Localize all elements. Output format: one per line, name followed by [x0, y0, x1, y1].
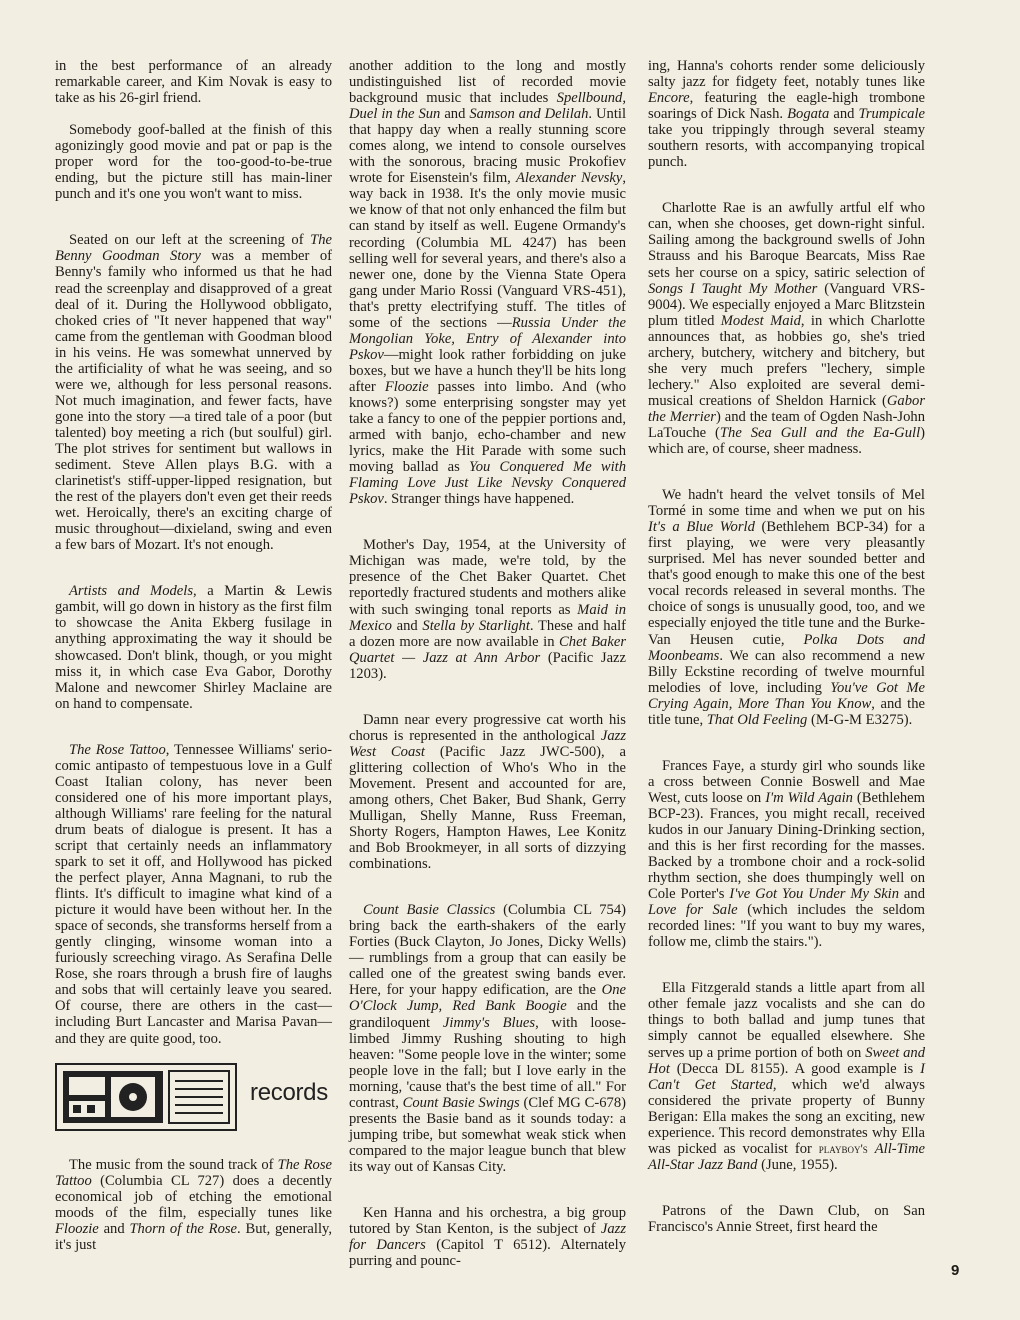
paragraph	[55, 1157, 332, 1253]
paragraph	[55, 232, 332, 553]
song-title: Floozie	[384, 378, 429, 395]
magazine-name: playboy's	[818, 1140, 868, 1156]
text: in the best performance of an already remarkable career, and Kim Novak is easy to take as his 26-girl friend.	[55, 58, 332, 107]
song-title: Gabor the Merrier	[648, 392, 925, 425]
text: take you trippingly through several steamy southern resorts, with accompanying tropical punch.	[648, 122, 925, 171]
text: (which includes the seldom recorded lines: "If you want to buy my wares, follow me, climb the stairs.").	[648, 902, 925, 951]
text: and	[440, 106, 470, 123]
song-title: Encore	[648, 90, 690, 107]
text: (Bethlehem BCP-34) for a first playing, we were very pleasantly surprised. Mel has never sounded better and that's good enough to make this one of the best vocal records released in several months. The choice of songs is unusually good, too, and we especially enjoyed the title tune and the Burke-Van Heusen cutie,	[648, 519, 925, 648]
album-title: Count Basie Classics	[363, 902, 496, 919]
text: Damn near every progressive cat worth his chorus is represented in the anthological	[349, 711, 626, 744]
section-header	[55, 1063, 332, 1133]
song-title: Maid in Mexico	[349, 601, 626, 634]
text: (Vanguard VRS-9004). We especially enjoyed a Marc Blitzstein plum titled	[648, 280, 925, 329]
paragraph	[349, 1205, 626, 1269]
album-title: Sweet and Hot	[648, 1044, 925, 1077]
text: Patrons of the Dawn Club, on San Francisco's Annie Street, first heard the	[648, 1202, 925, 1235]
paragraph	[349, 537, 626, 681]
column-1	[55, 58, 332, 1269]
album-title: Jazz West Coast	[349, 727, 626, 760]
text: , way back in 1938. It's the only movie music we know of that not only enhanced the film but can stand by itself as well. Eugene Ormandy's recording (Columbia ML 4247) has been selling well for several years, and there's also a newer one, done by the Vienna State Opera gang under Mario Rossi (Vanguard VRS-451), that's pretty electrifying stuff. The titles of some of the sections —	[349, 170, 626, 331]
film-title: Alexander Nevsky	[515, 170, 623, 187]
text: ing, Hanna's cohorts render some deliciously salty jazz for fidgety feet, notably tunes like	[648, 58, 925, 91]
text: ) which are, of course, sheer madness.	[648, 424, 925, 458]
paragraph	[648, 200, 925, 457]
text: (Decca DL 8155). A good example is	[669, 1060, 921, 1077]
column-2	[349, 58, 626, 1285]
text: and	[829, 106, 859, 123]
song-title: Love for Sale	[648, 902, 738, 919]
text: . We can also recommend a new Billy Eckstine recording of twelve mournful melodies of love, including	[648, 647, 925, 696]
text: , in which Charlotte announces that, as hobbies go, she's tried archery, butchery, witchery and bitchery, but she very much prefers "lechery, simple lechery." Also exploited are several demi-musical creations of Sheldon Harnick (	[648, 312, 926, 409]
paragraph	[648, 487, 925, 728]
album-title: Chet Baker Quartet — Jazz at Ann Arbor	[349, 633, 626, 666]
paragraph	[55, 58, 332, 106]
song-title: Jimmy's Blues	[442, 1014, 536, 1031]
text: , a Martin & Lewis gambit, will go down in history as the first film to showcase the Anita Ekberg fusilage in anything approximating the way it should be showcased. Don't blink, though, or you might miss it, in which case Eva Gabor, Dorothy Malone and newcomer Shirley Maclaine are on hand to compensate.	[55, 583, 332, 712]
text: Seated on our left at the screening of	[69, 232, 311, 249]
text: and	[391, 617, 423, 634]
text: was a member of Benny's family who informed us that he had read the screenplay and disapproved of a great deal of it. During the Hollywood obbligato, choked cries of "It never happened that way" came from the gentleman with Goodman blood in his veins. He was somewhat unnerved by the artificiality of what he was seeing, and so were we, although for less personal reasons. Not much imagination, and fewer facts, have gone into the story —a tired tale of a poor (but talented) boy meeting a rich (but soulful) girl. The plot strives for sentiment but wallows in sediment. Steve Allen plays B.G. with a clarinetist's stiff-upper-lipped resignation, but the rest of the players don't even get their reeds wet. Heroically, there's an exciting charge of music throughout—dixieland, swing and even a few bars of Mozart. It's not enough.	[55, 248, 332, 554]
film-title: Spellbound, Duel in the Sun	[349, 90, 626, 123]
album-title: I'm Wild Again	[765, 789, 853, 806]
text: and the grandiloquent	[349, 998, 626, 1031]
text: Somebody goof-balled at the finish of this agonizingly good movie and pat or pap is the proper word for the too-good-to-be-true ending, but the picture still has main-liner punch and it's one you won't want to miss.	[55, 122, 332, 203]
album-title: It's a Blue World	[648, 519, 755, 536]
song-title: I Can't Get Started	[648, 1060, 925, 1093]
page-number: 9	[951, 1262, 960, 1279]
text: , with loose-limbed Jimmy Rushing shouting to high heaven: "Some people love in the winter; some people love in the fall; but I love early in the morning, 'cause that's the best time of all." For contrast,	[349, 1014, 626, 1111]
film-title: Artists and Models	[69, 583, 194, 600]
song-title: I've Got You Under My Skin	[729, 886, 900, 903]
paragraph	[648, 758, 925, 951]
text: (M-G-M E3275).	[807, 711, 913, 728]
song-title: Stella by Starlight	[422, 617, 530, 634]
section-titles: Russia Under the Mongolian Yoke, Entry of Alexander into Pskov	[349, 314, 626, 363]
song-title: Bogata	[787, 106, 830, 123]
album-title: The Rose Tattoo	[55, 1156, 332, 1189]
text: Ella Fitzgerald stands a little apart from all other female jazz vocalists and she can do things to both ballad and jump tunes that simply cannot be equalled elsewhere. She serves up a prime portion of both on	[648, 980, 925, 1061]
album-title: Count Basie Swings	[402, 1094, 520, 1111]
text: Mother's Day, 1954, at the University of Michigan was made, we're told, by the presence of the Chet Baker Quartet. Chet reportedly fractured students and mothers alike with such swinging tonal reports as	[349, 537, 626, 618]
paragraph	[648, 980, 925, 1173]
text: , featuring the eagle-high trombone soarings of Dick Nash.	[648, 90, 925, 123]
text: ) and the team of Ogden Nash-John LaTouche (	[648, 408, 926, 441]
text: We hadn't heard the velvet tonsils of Mel Tormé in some time and when we put on his	[648, 487, 925, 520]
text: Ken Hanna and his orchestra, a big group tutored by Stan Kenton, is the subject of	[349, 1205, 626, 1238]
text: another addition to the long and mostly undistinguished list of recorded movie background music that includes	[349, 58, 626, 107]
film-title: Samson and Delilah	[469, 106, 589, 123]
paragraph	[349, 712, 626, 872]
text: . But, generally, it's just	[55, 1220, 332, 1253]
song-title: Floozie	[55, 1220, 99, 1237]
text: —might look rather forbidding on juke boxes, but we have a hunch they'll be hits long after	[349, 346, 626, 395]
text: . Stranger things have happened.	[383, 491, 575, 508]
text: , Tennessee Williams' serio-comic antipasto of tempestuous love in a Gulf Coast Italian colony, has never been considered one of his more important plays, although Williams' rare feeling for the natural drum beats of dialogue is present. It has a script that certainly needs an inflammatory spark to set it off, and Hollywood has picked the perfect player, Anna Magnani, to rub the flints. It's difficult to imagine what kind of a picture it would have been without her. In the space of seconds, she transforms herself from a gently clinging, winsome woman into a furiously screeching virago. As Serafina Delle Rose, she roars through a brush fire of laughs and sobs that will certainly leave you seared. Of course, there are others in the cast—including Burt Lancaster and Marisa Pavan—and they are quite good, too.	[55, 741, 332, 1047]
text: , which we'd always considered the private property of Bunny Berigan: Ella makes the song an exciting, new experience. This record demonstrates why Ella was picked as vocalist for	[648, 1076, 925, 1157]
paragraph	[55, 742, 332, 1047]
feature-title: All-Time All-Star Jazz Band	[648, 1140, 925, 1173]
phonograph-icon	[55, 1063, 237, 1131]
film-title: The Rose Tattoo	[69, 741, 166, 758]
paragraph	[55, 122, 332, 202]
paragraph	[648, 1203, 925, 1235]
text: (Capitol T 6512). Alternately purring and pounc-	[349, 1237, 626, 1270]
song-title: Polka Dots and Moonbeams	[648, 631, 925, 664]
text: passes into limbo. And (who knows?) some enterprising songster may yet take a fancy to one of the peppier portions and, armed with banjo, echo-chamber and new lyrics, make the Hit Parade with some such moving ballad as	[349, 378, 626, 476]
text: . Until that happy day when a really stunning score comes along, we intend to console ourselves with the sonorous, bracing music Prokofiev wrote for Eisenstein's film,	[349, 106, 627, 187]
section-title: records	[250, 1078, 328, 1106]
text: Frances Faye, a sturdy girl who sounds like a cross between Connie Boswell and Mae West, cuts loose on	[648, 757, 925, 806]
paragraph	[349, 902, 626, 1175]
song-title: Trumpicale	[858, 106, 925, 123]
song-title: You Conquered Me with Flaming Love Just Like Nevsky Conquered Pskov	[349, 459, 627, 508]
text: (Columbia CL 754) bring back the earth-shakers of the early Forties (Buck Clayton, Jo Jones, Dicky Wells) — rumblings from a group that can easily be called one of the greatest swing bands ever. Here, for your happy edification, are the	[349, 902, 626, 999]
text: and	[98, 1220, 130, 1237]
text: . These and half a dozen more are now available in	[349, 617, 626, 650]
paragraph	[648, 58, 925, 170]
column-3	[648, 58, 925, 1251]
album-title: Songs I Taught My Mother	[648, 280, 818, 297]
text: (Columbia CL 727) does a decently economical job of etching the emotional moods of the film, especially tunes like	[55, 1172, 332, 1221]
album-title: Jazz for Dancers	[349, 1221, 626, 1254]
album-title: That Old Feeling	[706, 711, 808, 728]
text: and	[899, 886, 925, 903]
text: The music from the sound track of	[69, 1156, 278, 1173]
text: (Pacific Jazz JWC-500), a glittering collection of Who's Who in the Movement. Present and accounted for are, among others, Chet Baker, Bud Shank, Gerry Mulligan, Shelly Manne, Russ Freeman, Shorty Rogers, Hampton Hawes, Lee Konitz and Bob Brookmeyer, in all sorts of dizzying combinations.	[349, 743, 626, 873]
song-title: Thorn of the Rose	[129, 1220, 238, 1237]
film-title: The Benny Goodman Story	[55, 232, 332, 265]
song-title: You've Got Me Crying Again, More Than You Know	[648, 679, 925, 712]
paragraph	[349, 58, 626, 507]
text: (June, 1955).	[757, 1156, 838, 1173]
song-title: The Sea Gull and the Ea-Gull	[719, 424, 921, 441]
paragraph	[55, 583, 332, 711]
text: , and the title tune,	[648, 695, 925, 728]
text: (Bethlehem BCP-23). Frances, you might recall, received kudos in our January Dining-Drinking section, and this is her first recording for the masses. Backed by a trombone choir and a rock-solid rhythm section, she does thumpingly well on Cole Porter's	[648, 789, 926, 903]
text: Charlotte Rae is an awfully artful elf who can, when she chooses, get down-right sinful. Sailing among the background swells of John Strauss and his Baroque Bearcats, Miss Rae sets her course on a spicy, satiric selection of	[648, 200, 925, 281]
song-title: Modest Maid	[720, 312, 801, 329]
text: (Clef MG C-678) presents the Basie band as it sounds today: a jumping tribe, but somewhat weak stick when compared to the major league bunch that blew its way out of Kansas City.	[349, 1094, 626, 1175]
text: (Pacific Jazz 1203).	[349, 649, 626, 682]
song-title: One O'Clock Jump, Red Bank Boogie	[349, 982, 626, 1015]
